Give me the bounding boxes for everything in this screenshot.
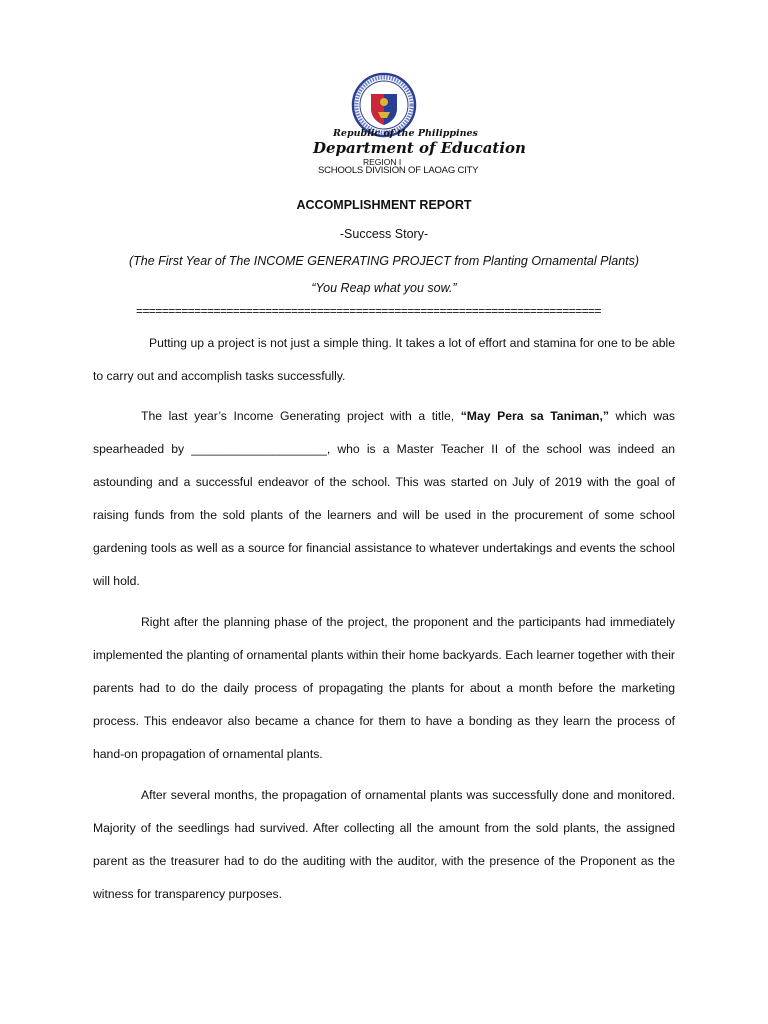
separator-line: ======================================================================== <box>136 304 601 318</box>
report-quote: “You Reap what you sow.” <box>311 281 457 295</box>
project-title: “May Pera sa Taniman,” <box>460 409 609 423</box>
report-subtitle: -Success Story- <box>339 227 429 241</box>
republic-label: Republic of the Philippines <box>333 128 478 139</box>
report-tagline: (The First Year of The INCOME GENERATING PROJECT from Planting Ornamental Plants) <box>128 254 640 268</box>
paragraph-project <box>93 400 675 598</box>
department-label: Department of Education <box>313 139 526 157</box>
paragraph-intro: Putting up a project is not just a simple thing. It takes a lot of effort and stamina for one to be able to carry out and accomplish tasks successfully. <box>93 336 675 383</box>
paragraph-implementation: Right after the planning phase of the project, the proponent and the participants had immediately implemented the planting of ornamental plants within their home backyards. Each learner together with their parents had to do the daily process of propagating the plants for about a month before the marketing process. This endeavor also became a chance for them to have a bonding as they learn the process of hand-on propagation of ornamental plants. <box>93 615 675 761</box>
division-label: SCHOOLS DIVISION OF LAOAG CITY <box>318 165 479 176</box>
report-title: ACCOMPLISHMENT REPORT <box>296 198 472 212</box>
paragraph-project-body: which was spearheaded by ____________________, who is a Master Teacher II of the school was indeed an astounding and a successful endeavor of the school. This was started on July of 2019 with the goal of raising funds from the sold plants of the learners and will be used in the procurement of some school gardening tools as well as a source for financial assistance to whatever undertakings and events the school will hold. <box>93 409 675 588</box>
paragraph-project-lead: The last year’s Income Generating project with a title, <box>141 409 461 423</box>
paragraph-results: After several months, the propagation of ornamental plants was successfully done and monitored. Majority of the seedlings had survived. After collecting all the amount from the sold plants, the assigned parent as the treasurer had to do the auditing with the auditor, with the presence of the Proponent as the witness for transparency purposes. <box>93 788 675 901</box>
region-label: REGION I <box>363 157 402 167</box>
